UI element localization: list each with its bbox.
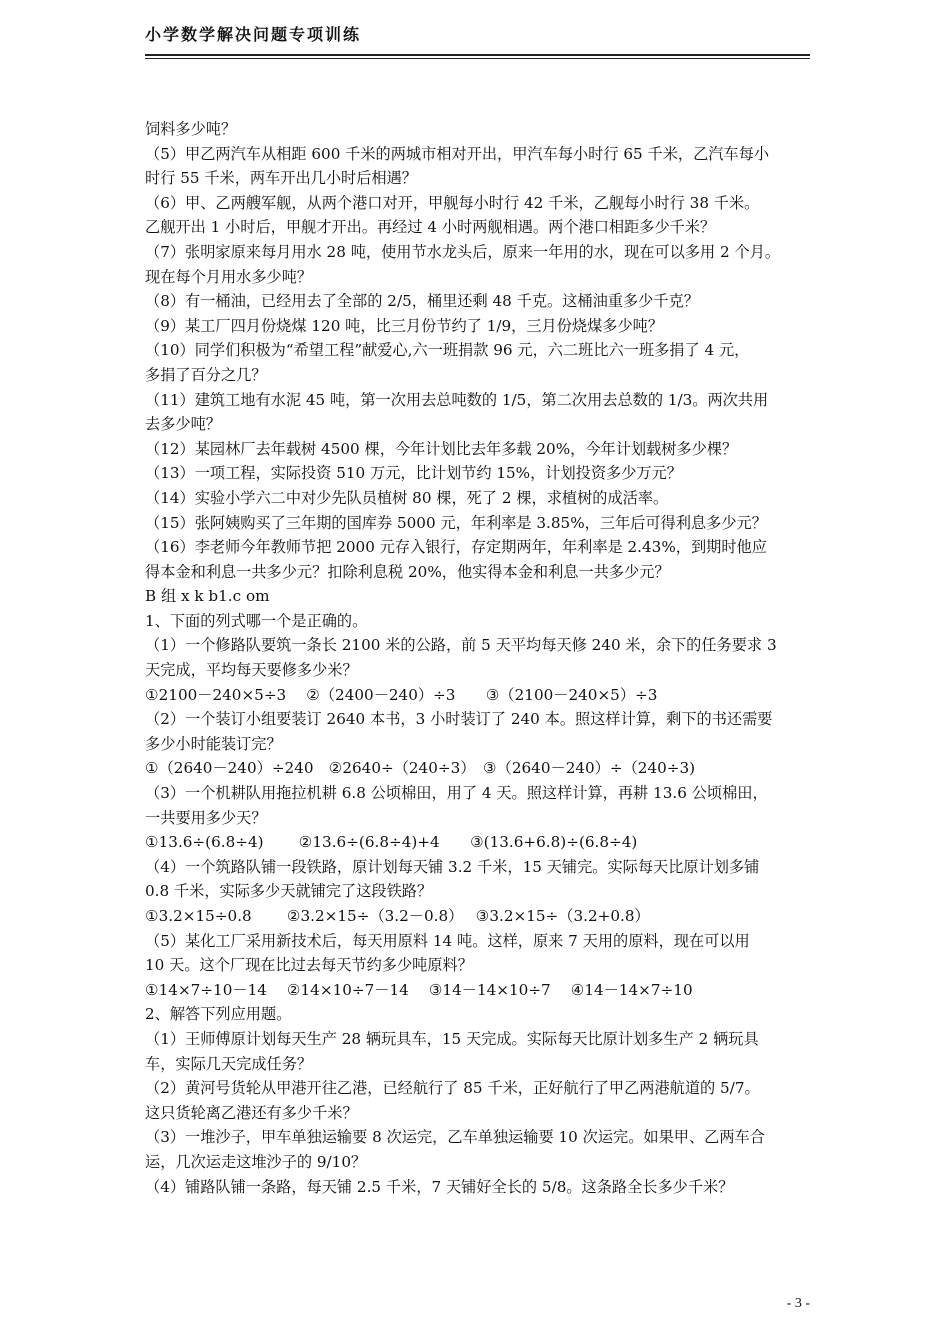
text-line: （9）某工厂四月份烧煤 120 吨，比三月份节约了 1/9，三月份烧煤多少吨？: [145, 316, 664, 335]
page-header: [145, 22, 810, 59]
text-line: 乙舰开出 1 小时后，甲舰才开出。再经过 4 小时两舰相遇。两个港口相距多少千米？: [145, 218, 716, 237]
text-line: （3）一堆沙子，甲车单独运输要 8 次运完，乙车单独运输要 10 次运完。如果甲、乙两车合: [145, 1128, 765, 1147]
text-line: 得本金和利息一共多少元？扣除利息税 20%，他实得本金和利息一共多少元？: [145, 562, 670, 581]
text-line: 1、下面的列式哪一个是正确的。: [145, 611, 368, 630]
text-line: 去多少吨？: [145, 415, 221, 434]
text-line: （4）铺路队铺一条路，每天铺 2.5 千米，7 天铺好全长的 5/8。这条路全长多少千米？: [145, 1177, 734, 1196]
text-line: （1）王师傅原计划每天生产 28 辆玩具车，15 天完成。实际每天比原计划多生产 2 辆玩具: [145, 1029, 759, 1048]
text-line: 10 天。这个厂现在比过去每天节约多少吨原料？: [145, 956, 473, 975]
text-line: （8）有一桶油，已经用去了全部的 2/5，桶里还剩 48 千克。这桶油重多少千克？: [145, 292, 699, 311]
text-line: （16）李老师今年教师节把 2000 元存入银行，存定期两年，年利率是 2.43%，到期时他应: [145, 538, 767, 557]
text-line: （2）一个装订小组要装订 2640 本书，3 小时装订了 240 本。照这样计算，剩下的书还需要: [145, 710, 773, 729]
answer-options: ①2100－240×5÷3 ②（2400－240）÷3 ③（2100－240×5）÷3: [145, 685, 658, 704]
text-line: （7）张明家原来每月用水 28 吨，使用节水龙头后，原来一年用的水，现在可以多用 2 个月。: [145, 242, 781, 261]
answer-options: ①3.2×15÷0.8 ②3.2×15÷（3.2－0.8） ③3.2×15÷（3.2+0.8）: [145, 907, 650, 925]
text-line: 运，几次运走这堆沙子的 9/10？: [145, 1152, 367, 1171]
header-title: 小学数学解决问题专项训练: [145, 25, 362, 44]
text-line: 2、解答下列应用题。: [145, 1005, 292, 1024]
document-body: [145, 117, 815, 1199]
text-line: 车，实际几天完成任务？: [145, 1054, 313, 1073]
text-line: 多捐了百分之几？: [145, 365, 267, 384]
text-line: （5）某化工厂采用新技术后，每天用原料 14 吨。这样，原来 7 天用的原料，现在可以用: [145, 931, 750, 950]
text-line: （12）某园林厂去年载树 4500 棵，今年计划比去年多载 20%，今年计划载树多少棵？: [145, 439, 738, 458]
text-line: 一共要用多少天？: [145, 808, 267, 827]
answer-options: ①14×7÷10－14 ②14×10÷7－14 ③14－14×10÷7 ④14－14×7÷10: [145, 980, 693, 999]
text-line: （1）一个修路队要筑一条长 2100 米的公路，前 5 天平均每天修 240 米，余下的任务要求 3: [145, 636, 777, 655]
header-rule: [145, 54, 810, 56]
text-line: （10）同学们积极为“希望工程”献爱心,六一班捐款 96 元，六二班比六一班多捐了 4 元，: [145, 341, 750, 360]
text-line: （2）黄河号货轮从甲港开往乙港，已经航行了 85 千米，正好航行了甲乙两港航道的 5/7。: [145, 1079, 760, 1098]
text-line: （5）甲乙两汽车从相距 600 千米的两城市相对开出，甲汽车每小时行 65 千米，乙汽车每小: [145, 144, 770, 163]
text-line: （3）一个机耕队用拖拉机耕 6.8 公顷棉田，用了 4 天。照这样计算，再耕 13.6 公顷棉田，: [145, 784, 768, 803]
text-line: 现在每个月用水多少吨？: [145, 267, 313, 286]
text-line: 多少小时能装订完？: [145, 734, 282, 753]
page-number: - 3 -: [786, 1296, 810, 1311]
section-heading: B 组 x k b1.c om: [145, 587, 270, 606]
header-rule-thin: [145, 58, 810, 59]
text-line: 0.8 千米，实际多少天就铺完了这段铁路？: [145, 882, 433, 901]
text-line: （11）建筑工地有水泥 45 吨，第一次用去总吨数的 1/5，第二次用去总数的 1/3。两次共用: [145, 390, 769, 409]
text-line: 饲料多少吨？: [145, 120, 237, 138]
text-line: 天完成，平均每天要修多少米？: [145, 661, 358, 680]
text-line: （13）一项工程，实际投资 510 万元，比计划节约 15%，计划投资多少万元？: [145, 464, 682, 483]
answer-options: ①13.6÷(6.8÷4) ②13.6÷(6.8÷4)+4 ③(13.6+6.8)÷(6.8÷4): [145, 833, 638, 852]
text-line: 时行 55 千米，两车开出几小时后相遇？: [145, 169, 417, 188]
text-line: （4）一个筑路队铺一段铁路，原计划每天铺 3.2 千米，15 天铺完。实际每天比原计划多铺: [145, 857, 760, 876]
text-line: （6）甲、乙两艘军舰，从两个港口对开，甲舰每小时行 42 千米，乙舰每小时行 38 千米。: [145, 193, 760, 212]
text-line: （14）实验小学六二中对少先队员植树 80 棵，死了 2 棵，求植树的成活率。: [145, 488, 669, 507]
text-line: 这只货轮离乙港还有多少千米？: [145, 1103, 358, 1122]
text-line: （15）张阿姨购买了三年期的国库券 5000 元，年利率是 3.85%，三年后可得利息多少元？: [145, 513, 767, 532]
answer-options: ①（2640－240）÷240 ②2640÷（240÷3） ③（2640－240）÷（240÷3): [145, 759, 696, 778]
